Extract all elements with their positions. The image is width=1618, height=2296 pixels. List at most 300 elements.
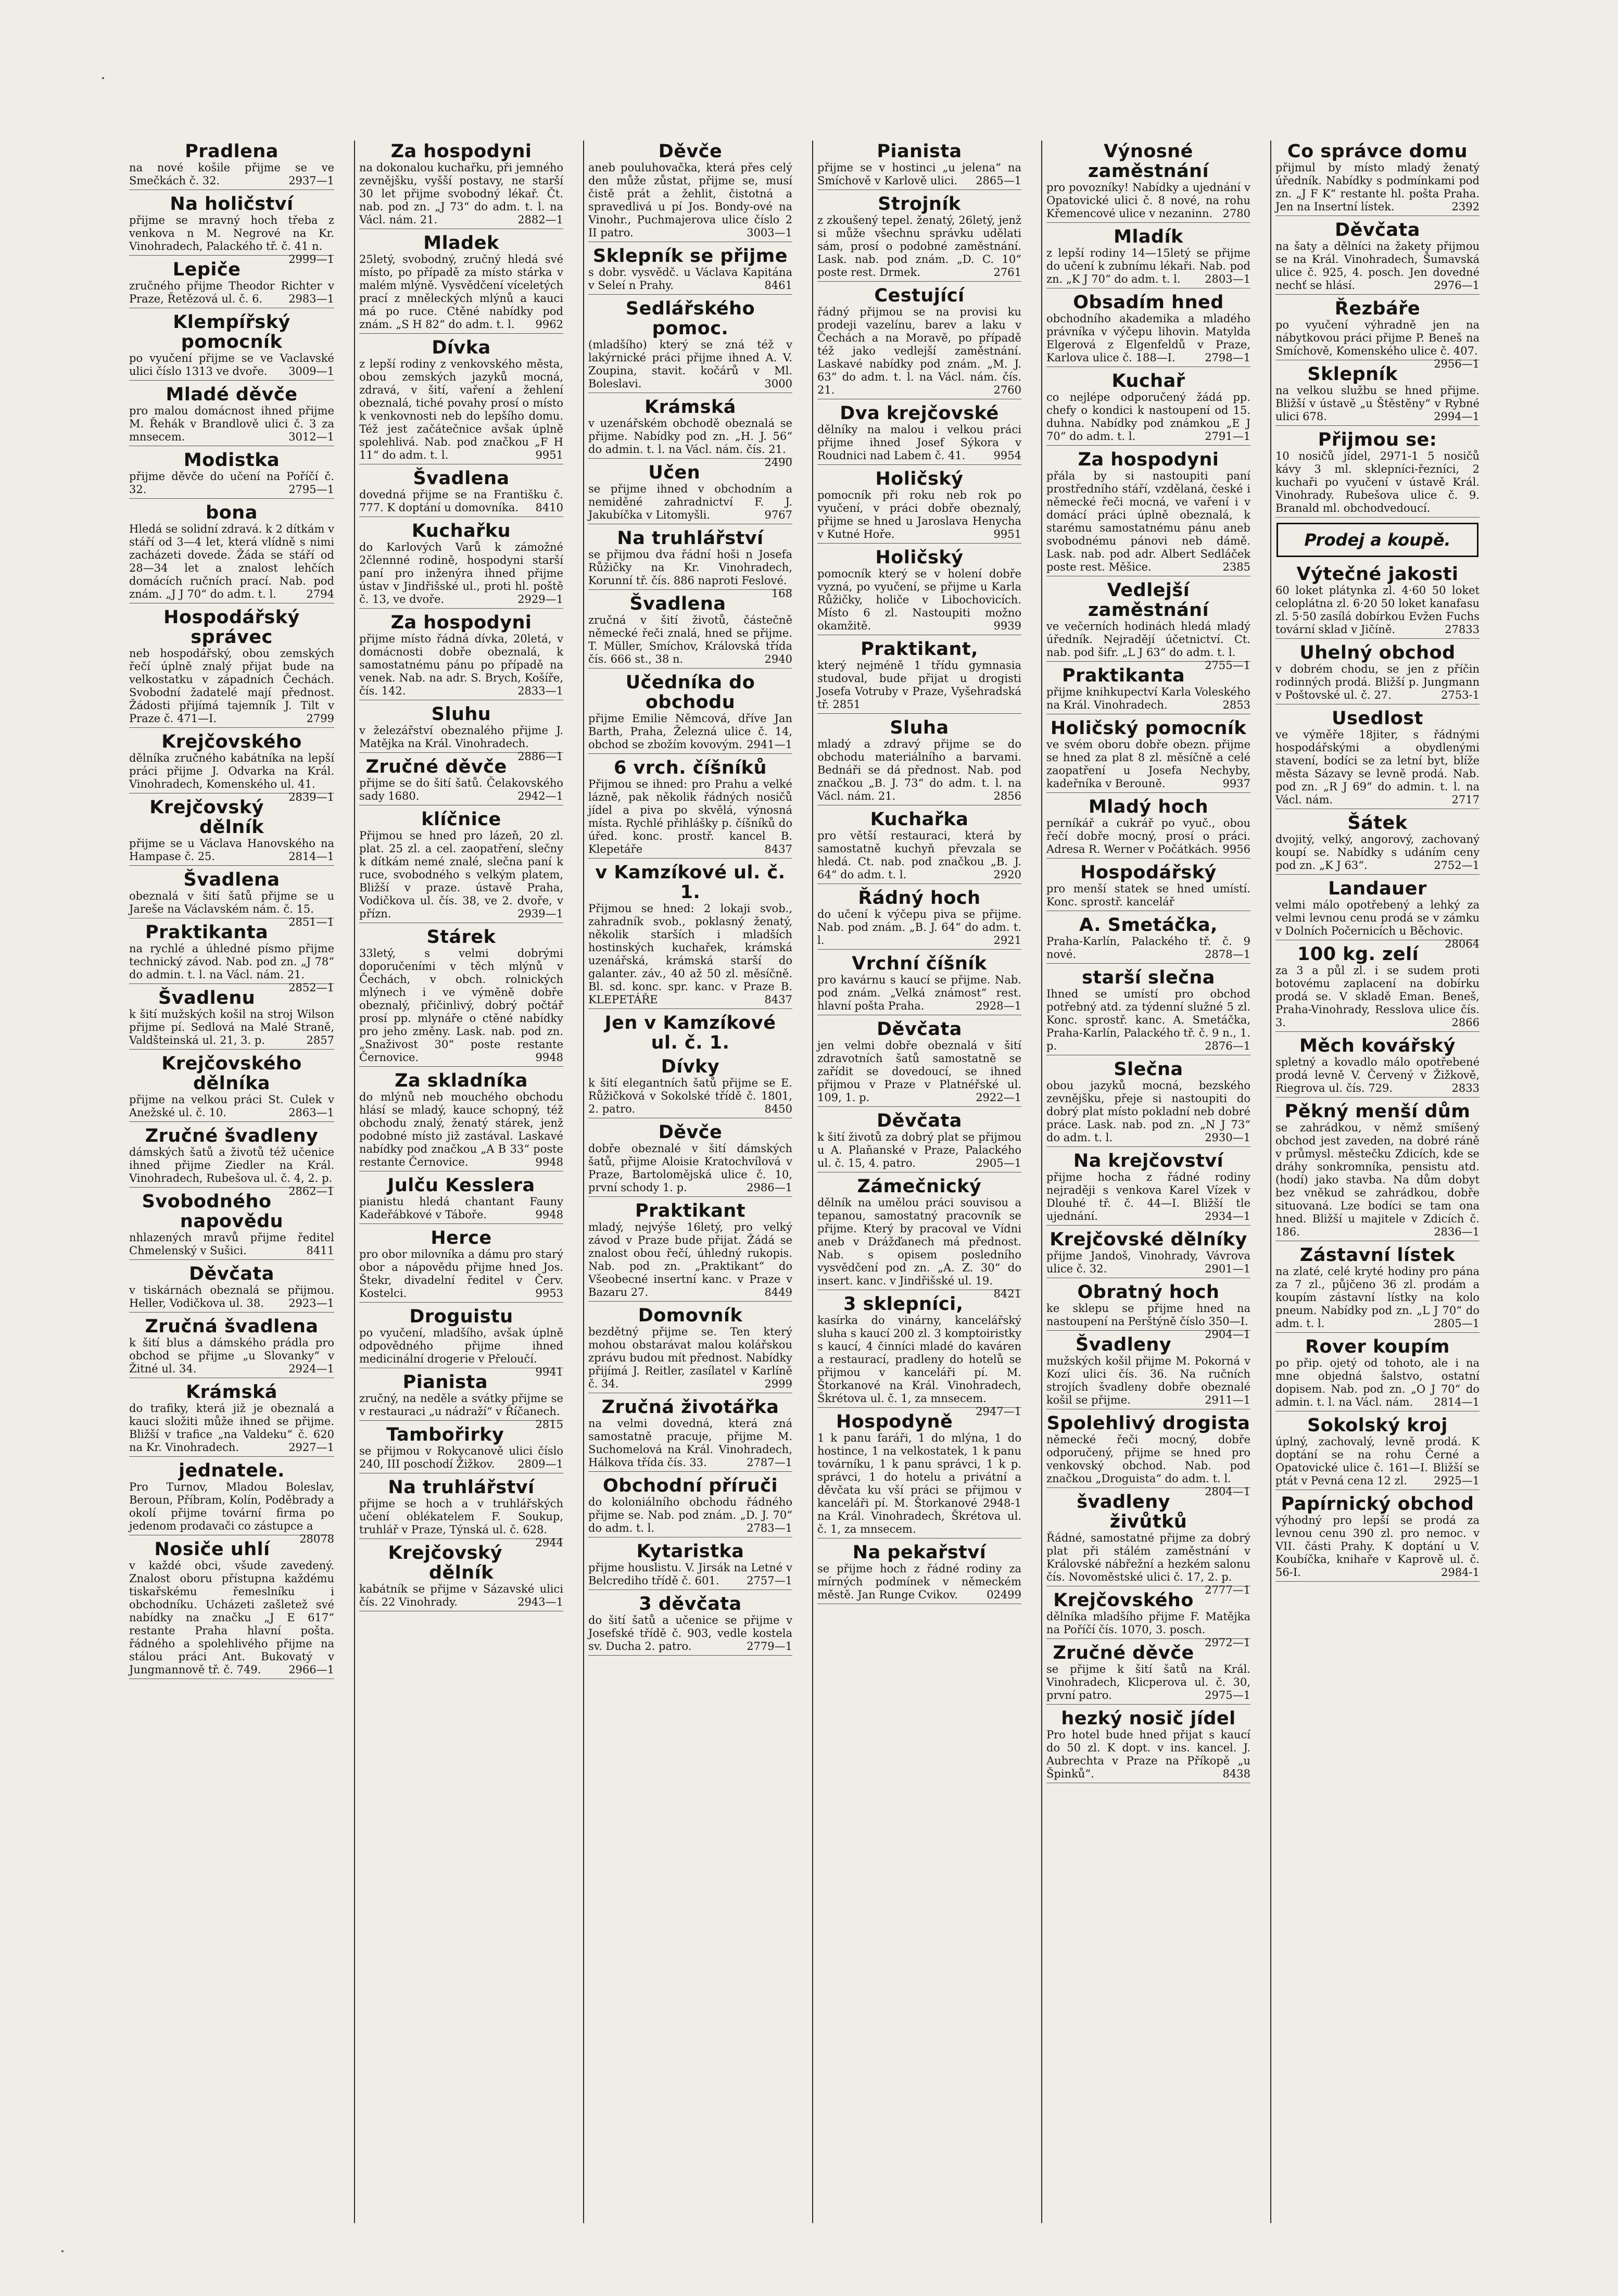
ad-reference-number: 2794 <box>306 588 334 600</box>
ad-body-text: ve výměře 18jiter, s řádnými hospodářskými a obydlenými stavení, bodíci se za letní byt, blíže města Sázavy se levně prodá. Nab. pod zn. „R J 69“ do admin. t. l. na Václ. nám. <box>1275 728 1480 806</box>
classified-ad <box>588 1594 792 1656</box>
ad-body-text: zručný, na neděle a svátky přijme se v restauraci „u nádraží“ v Říčanech. <box>359 1392 563 1418</box>
ad-heading: Švadlena <box>183 869 280 890</box>
classified-ad <box>588 863 792 1009</box>
ad-heading: Na truhlářství <box>617 528 764 549</box>
ad-heading: Kuchařku <box>411 521 511 541</box>
ad-text <box>588 548 792 600</box>
ad-body-text: pro menší statek se hned umístí. Konc. sprostř. kancelář <box>1046 882 1250 908</box>
classified-ad <box>1275 878 1480 950</box>
ad-heading: Učedníka do obchodu <box>625 672 755 713</box>
ad-heading: Švadlenu <box>158 988 256 1008</box>
ad-body-text: v uzenářském obchodě obeznalá se přijme. Nabídky pod zn. „H. J. 56“ do admin. t. l. na Václ. nám. čís. 21. <box>588 417 792 456</box>
ad-heading: Holičský <box>875 469 964 489</box>
classified-ad <box>359 142 563 229</box>
ad-body-text: (mladšího) který se zná též v lakýrnické práci přijme ihned A. V. Zoupina, stavit. kočárů v Ml. Boleslavi. <box>588 338 792 390</box>
classified-ad <box>1275 1494 1480 1582</box>
ad-text <box>817 908 1021 950</box>
ad-heading: 3 děvčata <box>639 1594 742 1614</box>
ad-body-text: se přijme k šití šatů na Král. Vinohradech, Klicperova ul. č. 30, první patro. <box>1046 1663 1250 1701</box>
ad-text <box>129 1231 334 1260</box>
ad-reference-number: 2943—1 <box>517 1596 563 1608</box>
ad-reference-number: 2876—1 <box>1205 1040 1250 1052</box>
ad-text <box>1275 1265 1480 1333</box>
ad-reference-number: 2925—1 <box>1434 1474 1480 1487</box>
ad-body-text: do Karlových Varů k zámožné 2člennné rodině, hospodyni starší paní pro inženýra ihned přijme ústav v Jindřišské ul., proti hl. poště č. 13, ve dvoře. <box>359 541 563 605</box>
ad-text <box>359 541 563 609</box>
ad-reference-number: 28064 <box>1445 938 1480 950</box>
classified-ad <box>1275 298 1480 370</box>
ad-heading: Tambořirky <box>386 1424 504 1445</box>
ad-body-text: dělníky na malou i velkou práci přijme ihned Josef Sýkora v Roudnici nad Labem č. 41. <box>817 423 1021 462</box>
ad-body-text: přijmul by místo mladý ženatý úředník. Nabídky s podmínkami pod zn. „J F K“ restante hl. pošta Praha. Jen na Insertní lístek. <box>1275 161 1480 213</box>
ad-text <box>1275 1514 1480 1582</box>
ad-reference-number: 2927—1 <box>288 1441 334 1454</box>
classified-ad <box>129 1460 334 1545</box>
ad-heading: Holičský pomocník <box>1050 718 1247 739</box>
classified-ad <box>1046 968 1250 1055</box>
ad-body-text: se přijmou dva řádní hoši n Josefa Růžičky na Kr. Vinohradech, Korunní tř. čís. 886 naproti Feslové. <box>588 548 792 587</box>
ad-body-text: k šití elegantních šatů přijme se E. Růžičková v Sokolské třídě č. 1801, 2. patro. <box>588 1077 792 1115</box>
classified-ad <box>359 1372 563 1431</box>
ad-text <box>1046 181 1250 223</box>
ad-body-text: pomocník při roku neb rok po vyučení, v práci dobře obeznalý, přijme se hned u Jaroslava Henycha v Kutné Hoře. <box>817 489 1021 540</box>
ad-text <box>817 1314 1021 1418</box>
classified-ad <box>129 260 334 308</box>
ad-body-text: pianistu hledá chantant Fauny Kadeřábkové v Táboře. <box>359 1195 563 1221</box>
ad-heading: Stárek <box>426 927 496 948</box>
classified-ad <box>359 757 563 805</box>
ad-heading: hezký nosič jídel <box>1061 1708 1236 1729</box>
classified-ad <box>359 521 563 609</box>
ad-text <box>129 752 334 803</box>
ad-reference-number: 2385 <box>1222 561 1250 573</box>
ad-text <box>588 1614 792 1656</box>
ad-text <box>1046 1433 1250 1498</box>
ad-body-text: na šaty a dělníci na žakety přijmou se na Král. Vinohradech, Šumavská ulice č. 925, 4. posch. Jen dovedné nechť se hlásí. <box>1275 240 1480 292</box>
ad-text <box>129 1093 334 1122</box>
ad-heading: Strojník <box>878 194 961 215</box>
ad-body-text: mužských košil přijme M. Pokorná v Kozí ulici čís. 36. Na ručních strojích švadleny dobře obeznalé košil se přijme. <box>1046 1355 1250 1406</box>
ad-reference-number: 2490 <box>764 456 792 469</box>
ad-heading: Na pekařství <box>852 1542 987 1563</box>
ad-body-text: přála by si nastoupiti paní prostředního stáří, vzdělaná, české i německé řeči mocná, ve vaření i v domácí práci úplně obeznalá, k starému samostatnému pánu aneb svobodnému pánovi neb dámě. Lask. nab. pod adr. Albert Sedláček poste rest. Měšice. <box>1046 470 1250 573</box>
ad-text <box>588 1496 792 1537</box>
ad-body-text: s dobr. vysvědč. u Václava Kapitána v Seleí n Prahy. <box>588 266 792 292</box>
ad-heading: Modistka <box>183 450 280 471</box>
ad-text <box>1046 1355 1250 1409</box>
ad-text <box>359 253 563 334</box>
ad-heading: Sluha <box>890 717 949 738</box>
ad-reference-number: 2905—1 <box>976 1157 1021 1169</box>
ad-reference-number: 2814—1 <box>1434 1396 1480 1408</box>
ad-body-text: zručného přijme Theodor Richter v Praze, Řetězová ul. č. 6. <box>129 280 334 305</box>
ad-text <box>588 483 792 524</box>
ad-body-text: po vyučení výhradně jen na nábytkovou práci přijme P. Beneš na Smíchově, Komenského ulice č. 407. <box>1275 319 1480 357</box>
classified-ad <box>1275 1102 1480 1241</box>
classified-ad <box>359 1543 563 1611</box>
ad-heading: Měch kovářský <box>1299 1036 1456 1056</box>
ad-reference-number: 2956—1 <box>1434 358 1480 370</box>
classified-ad <box>588 528 792 600</box>
ad-body-text: z lepší rodiny z venkovského města, obou zemských jazyků mocná, zdravá, v šití, vaření a žehlení obeznalá, tiché povahy prosí o místo k venkovnosti neb do lepšího domu. Též jest začátečnice avšak úplně spolehlivá. Nab. pod značkou „F H 11“ do adm. t. l. <box>359 358 563 461</box>
classified-ad <box>129 385 334 446</box>
classified-ad <box>359 1071 563 1171</box>
ad-body-text: přijme místo řádná dívka, 20letá, v domácnosti dobře obeznalá, k samostatnému pánu po případě na venek. Nab. na adr. S. Brych, Košíře, čís. 142. <box>359 633 563 697</box>
ad-body-text: na dokonalou kuchařku, při jemného zevnějšku, vyšší postavy, ne starší 30 let přijme svobodný lékař. Čt. nab. pod zn. „J 73“ do adm. t. l. na Václ. nám. 21. <box>359 161 563 226</box>
ad-text <box>1046 686 1250 714</box>
ad-body-text: k šití mužských košil na stroj Wilson přijme pí. Sedlová na Malé Straně, Valdšteinská ul. 21, 3. p. <box>129 1008 334 1046</box>
ad-text <box>588 1417 792 1472</box>
ad-text <box>1275 899 1480 950</box>
ad-reference-number: 2941—1 <box>747 738 792 751</box>
classified-ad <box>359 927 563 1067</box>
classified-ad <box>129 988 334 1050</box>
ad-body-text: Hledá se solidní zdravá. k 2 dítkám v stáří od 3—4 let, která vlídně s nimi zacházeti dovede. Žáda se stáří od 28—34 let a znalost lehčích domácích ručních prací. Nab. pod znám. „J J 70“ do adm. t. l. <box>129 523 334 600</box>
ad-text <box>129 405 334 446</box>
ad-heading: Uhelný obchod <box>1299 642 1456 663</box>
ad-text <box>1046 1729 1250 1783</box>
ad-body-text: na nové košile přijme se ve Smečkách č. 32. <box>129 161 334 187</box>
ad-body-text: jen velmi dobře obeznalá v šití zdravotních šatů samostatně se zařídit se dovedoucí, se ihned přijmou v Praze v Platnéřské ul. 109, 1. p. <box>817 1039 1021 1104</box>
ad-reference-number: 2942—1 <box>517 790 563 802</box>
ad-heading: Děvčata <box>189 1264 274 1284</box>
ad-heading: Mladé děvče <box>166 384 298 405</box>
ad-text <box>129 352 334 381</box>
ad-body-text: dělníka zručného kabátníka na lepší práci přijme J. Odvarka na Král. Vinohradech, Komenského ul. 41. <box>129 752 334 790</box>
ad-heading: Jen v Kamzíkové ul. č. 1. <box>604 1013 776 1053</box>
classified-ad <box>1046 718 1250 793</box>
ad-body-text: obchodního akademika a mladého právníka v výčepu lihovin. Matylda Elgerová z Elgenfeldů v Praze, Karlova ulice č. 188—I. <box>1046 312 1250 364</box>
ad-reference-number: 2939—1 <box>517 907 563 920</box>
ad-reference-number: 8449 <box>764 1286 792 1298</box>
ad-text <box>817 974 1021 1015</box>
ad-text <box>1275 833 1480 875</box>
ad-text <box>817 1131 1021 1172</box>
classified-ad <box>129 1264 334 1313</box>
ad-body-text: po přip. ojetý od tohoto, ale i na mne objedná šalstvo, ostatní dopisem. Nab. pod zn. „O J 70“ do admin. t. l. na Václ. nám. <box>1275 1357 1480 1408</box>
ad-heading: Krejčovského <box>1053 1590 1194 1611</box>
classified-ad <box>129 1317 334 1378</box>
ad-text <box>588 712 792 754</box>
ad-body-text: ve večerních hodinách hledá mladý úředník. Nejradějí účetnictví. Ct. nab. pod šifr. „L J 63“ do adm. t. l. <box>1046 620 1250 659</box>
ad-reference-number: 2976—1 <box>1434 279 1480 292</box>
ad-reference-number: 2787—1 <box>747 1456 792 1469</box>
classified-ad <box>1046 1643 1250 1705</box>
classified-ad <box>588 1306 792 1393</box>
ad-reference-number: 2761 <box>993 266 1021 279</box>
ad-heading: 6 vrch. číšníků <box>614 758 767 778</box>
ad-text <box>1046 1532 1250 1596</box>
ad-heading: Švadlena <box>413 468 510 489</box>
ad-body-text: v železářství obeznalého přijme J. Matějka na Král. Vinohradech. <box>359 724 563 750</box>
ad-reference-number: 2783—1 <box>747 1522 792 1534</box>
ad-text <box>1275 663 1480 704</box>
ad-heading: Pianista <box>877 141 962 162</box>
ad-body-text: Přijmou se hned: 2 lokaji svob., zahradník svob., poklasný ženatý, několik starších i mladších hostinských kuchařek, krámská uzenářská, krámská starší do galanter. záv., 40 až 50 zl. měsíčně. Bl. sd. konc. spr. kanc. v Praze B. KLEPETÁŘE <box>588 902 792 1006</box>
ad-text <box>129 523 334 603</box>
ad-text <box>1275 584 1480 639</box>
ad-reference-number: 2999 <box>764 1378 792 1390</box>
ad-text <box>129 280 334 308</box>
classified-ad <box>1046 1492 1250 1596</box>
ad-text <box>817 161 1021 190</box>
classified-ad <box>1046 1413 1250 1498</box>
ad-reference-number: 2814—1 <box>288 850 334 863</box>
ad-body-text: 1 k panu faráři, 1 do mlýna, 1 do hostince, 1 na velkostatek, 1 k panu továrníku, 1 k panu správci, 1 k p. správci, 1 do hotelu a privátní a děvčata ku vší práci se přijmou v kanceláři pí. M. Štorkanové 2948-1 na Král. Vinohradech, Škrétova ul. č. 1, za mnsecem. <box>817 1432 1021 1535</box>
ad-body-text: mladý a zdravý přijme se do obchodu materiálního a barvami. Bednáři se dá přednost. Nab. pod značkou „B. J. 73“ do adm. t. l. na Václ. nám. 21. <box>817 738 1021 802</box>
ad-reference-number: 2986—1 <box>747 1181 792 1194</box>
ad-heading: Kuchař <box>1111 371 1185 392</box>
classified-ad <box>1046 580 1250 672</box>
ad-text <box>359 1327 563 1378</box>
ad-heading: Mladek <box>423 233 499 254</box>
ad-body-text: se přijme hoch z řádné rodiny za mírných podmínek v německém městě. Jan Runge Cvikov. <box>817 1562 1021 1601</box>
classified-ad <box>1275 564 1480 639</box>
ad-body-text: přijme se mravný hoch třeba z venkova n M. Negrové na Kr. Vinohradech, Palackého tř. č. 41 n. <box>129 214 334 253</box>
ad-text <box>817 423 1021 465</box>
classified-ad <box>588 246 792 295</box>
ad-reference-number: 9941 <box>535 1366 563 1378</box>
ad-reference-number: 2833—1 <box>517 685 563 697</box>
classified-ad <box>1275 944 1480 1032</box>
ad-heading: A. Smetáčka, <box>1079 915 1218 936</box>
ad-heading: Švadleny <box>1076 1334 1172 1355</box>
ad-heading: Mladý hoch <box>1088 797 1209 817</box>
ad-reference-number: 2930—1 <box>1205 1131 1250 1144</box>
ad-body-text: za 3 a půl zl. i se sudem proti botovému zaplacení na dobírku prodá se. V skladě Eman. Beneš, Praha-Vinohrady, Resslova ulice čís. 3. <box>1275 964 1480 1029</box>
ad-heading: Zručné děvče <box>365 756 507 777</box>
ad-heading: Řezbáře <box>1334 298 1421 319</box>
ad-body-text: bezdětný přijme se. Ten který mohou obstarávat malou kolářskou zprávu budou mít přednost. Nabídky přijímá J. Reitler, zasílatel v Karlíně č. 34. <box>588 1326 792 1390</box>
ad-text <box>129 890 334 928</box>
ad-body-text: pro povozníky! Nabídky a ujednání v Opatovické ulici č. 8 nové, na rohu Křemencové ulice v nezaninn. <box>1046 181 1250 220</box>
ad-text <box>129 1146 334 1197</box>
ad-heading: Herce <box>431 1228 492 1248</box>
ad-body-text: v každé obci, všude zavedený. Znalost oboru přístupna každému tiskařskému řemeslníku i obchodníku. Ucházeti zašletež své nabídky na značku „J E 617“ restante Praha hlavní pošta. řádného a spolehlivého přijme na stálou práci Ant. Bukovatý v Jungmannově tř. č. 749. <box>129 1559 334 1676</box>
ad-body-text: přijme se do šití šatů. Čelakovského sady 1680. <box>359 777 563 802</box>
classified-ad <box>1275 643 1480 704</box>
ad-reference-number: 8437 <box>764 993 792 1006</box>
ad-reference-number: 2857 <box>306 1034 334 1046</box>
ad-reference-number: 2851—1 <box>288 916 334 928</box>
classified-ad <box>1046 915 1250 964</box>
ad-body-text: do šití šatů a učenice se přijme v Josefské třídě č. 903, vedle kostela sv. Ducha 2. patro. <box>588 1614 792 1652</box>
ad-heading: Klempířský pomocník <box>173 312 290 352</box>
ad-text <box>129 1008 334 1050</box>
ad-column-2 <box>354 141 567 2223</box>
ad-heading: Praktikanta <box>145 922 269 943</box>
ad-body-text: pro malou domácnost ihned přijme M. Řehák v Brandlově ulici č. 3 za mnsecem. <box>129 405 334 443</box>
classified-ad <box>359 810 563 923</box>
ad-heading: Děvče <box>658 1122 723 1143</box>
ad-reference-number: 9956 <box>1222 843 1250 855</box>
classified-ad <box>1046 1230 1250 1278</box>
classified-ad <box>359 338 563 464</box>
classified-ad <box>817 1019 1021 1107</box>
ad-text <box>359 1091 563 1171</box>
ad-heading: Krejčovský dělník <box>388 1543 503 1583</box>
ad-heading: Nosiče uhlí <box>154 1539 270 1560</box>
classified-ad <box>129 1054 334 1122</box>
ad-reference-number: 9962 <box>535 318 563 331</box>
classified-ad <box>817 194 1021 282</box>
ad-body-text: aneb pouluhovačka, která přes celý den může zůstat, přijme se, musí čistě prát a žehlit, čistotná a spravedlivá u pí Jos. Bondy-ové na Vinohr., Puchmajerova ulice číslo 2 II patro. <box>588 161 792 239</box>
ad-body-text: nhlazených mravů přijme ředitel Chmelenský v Sušici. <box>129 1231 334 1257</box>
classified-ad <box>1275 709 1480 809</box>
ad-text <box>359 1583 563 1611</box>
classified-ad <box>588 673 792 754</box>
ad-reference-number: 2798—1 <box>1205 351 1250 364</box>
classified-ad <box>588 299 792 393</box>
section-heading-sale-and-purchase: Prodej a koupě. <box>1276 523 1478 557</box>
ad-heading: Sklepník <box>1307 364 1398 385</box>
ad-text <box>1275 1121 1480 1241</box>
ad-text <box>359 161 563 229</box>
ad-heading: Učen <box>648 462 701 483</box>
ad-heading: Děvčata <box>1335 220 1420 241</box>
classified-ad <box>817 286 1021 399</box>
ad-text <box>1046 470 1250 576</box>
ad-body-text: přijme Jandoš, Vinohrady, Vávrova ulice č. 32. <box>1046 1250 1250 1275</box>
ad-body-text: řádný přijmou se na provisi ku prodeji vazelínu, barev a laku v Čechách a na Moravě, po případě též jako vedlejší zaměstnání. Laskavé nabídky pod znám. „M. J. 63“ do adm. t. l. na Václ. nám. čís. 21. <box>817 306 1021 396</box>
ad-body-text: přijme Emilie Němcová, dříve Jan Barth, Praha, Železná ulice č. 14, obchod se zbožím kovovým. <box>588 712 792 751</box>
classified-ad <box>588 1122 792 1197</box>
ad-heading: Hospodářský správec <box>163 607 300 648</box>
ad-heading: Krámská <box>644 397 736 418</box>
ad-reference-number: 2392 <box>1451 200 1480 213</box>
ad-body-text: přijme na velkou práci St. Culek v Anežské ul. č. 10. <box>129 1093 334 1119</box>
ad-heading: Julču Kesslera <box>387 1175 535 1196</box>
classified-ad <box>817 548 1021 635</box>
classified-ad <box>129 503 334 603</box>
ad-body-text: v dobrém chodu, se jen z příčin rodinných prodá. Bližší p. Jungmann v Poštovské ul. č. 27. <box>1275 663 1480 701</box>
classified-ad <box>588 1397 792 1472</box>
ad-body-text: se přijme ihned v obchodním a nemiděné zahradnictví F. J. Jakubíčka v Litomyšli. <box>588 483 792 521</box>
ad-body-text: Přijmou se hned pro lázeň, 20 zl. plat. 25 zl. a cel. zaopatření, slečny k dítkám nemé znalé, slečna paní k ruce, svobodného s velkým platem, Bližší v praze. ústavě Praha, Vodičkova ul. čís. 38, ve 2. dvoře, v přízn. <box>359 829 563 920</box>
ad-heading: Praktikanta <box>1061 665 1185 686</box>
classified-ad <box>817 810 1021 884</box>
ad-reference-number: 9939 <box>993 620 1021 632</box>
ad-reference-number: 2929—1 <box>517 593 563 605</box>
ad-body-text: pro obor milovníka a dámu pro starý obor a nápovědu přijme hned Jos. Štekr, divadelní ředitel v Červ. Kostelci. <box>359 1248 563 1300</box>
classified-ad <box>359 1176 563 1224</box>
classified-ad <box>1046 1335 1250 1409</box>
ad-reference-number: 9948 <box>535 1051 563 1064</box>
classified-ad <box>1046 863 1250 911</box>
ad-body-text: 60 loket plátynka zl. 4·60 50 loket celoplátna zl. 6·20 50 loket kanafasu zl. 5·50 zasílá dobírkou Evžen Fuchs tovární sklad v Jičíně. <box>1275 584 1480 636</box>
classified-ad <box>1046 797 1250 859</box>
ad-text <box>1046 935 1250 964</box>
ad-reference-number: 2921 <box>993 934 1021 947</box>
classified-ad <box>129 731 334 803</box>
classified-ad <box>588 397 792 469</box>
ad-body-text: se zahrádkou, v němž smíšený obchod jest zaveden, na dobré ráně v průmysl. městečku Zdicích, kde se dráhy sonkromníka, pensistu atd. (hodí) jako stavba. Na dům dobyt bez vněkud se zahrádkou, dobře situovaná. Lze bodíci se tam ona hned. Bližší u majitele v Zdicích č. 186. <box>1275 1121 1480 1238</box>
ad-text <box>588 417 792 469</box>
ad-reference-number: 9948 <box>535 1156 563 1168</box>
ad-text <box>1046 1079 1250 1147</box>
ad-reference-number: 2805—1 <box>1434 1317 1480 1330</box>
ad-text <box>1046 247 1250 288</box>
ad-reference-number: 2944 <box>535 1536 563 1549</box>
ad-heading: Za skladníka <box>395 1070 528 1091</box>
ad-text <box>588 1077 792 1118</box>
ad-reference-number: 2803—1 <box>1205 273 1250 285</box>
ad-reference-number: 2866 <box>1451 1016 1480 1029</box>
ad-body-text: k šití životů za dobrý plat se přijmou u A. Plaňanské v Praze, Palackého ul. č. 15, 4. patro. <box>817 1131 1021 1169</box>
ad-heading: Za hospodyni <box>1078 449 1219 470</box>
ad-heading: Sluhu <box>431 704 491 725</box>
ad-heading: Pěkný menší dům <box>1284 1101 1471 1122</box>
ad-heading: Papírnický obchod <box>1281 1494 1474 1515</box>
ad-text <box>359 947 563 1067</box>
ad-reference-number: 2804—1 <box>1205 1485 1250 1498</box>
ad-heading: Holičský <box>875 547 964 568</box>
ad-reference-number: 2983—1 <box>288 293 334 305</box>
ad-text <box>588 1221 792 1302</box>
ad-reference-number: 8461 <box>764 279 792 292</box>
ad-body-text: ke sklepu se přijme hned na nastoupení na Perštýně číslo 350—I. <box>1046 1302 1250 1328</box>
ad-text <box>129 161 334 190</box>
ad-reference-number: 2863—1 <box>288 1106 334 1119</box>
ad-reference-number: 2882—1 <box>517 213 563 226</box>
ad-body-text: do trafiky, která již je obeznalá a kauci složiti může ihned se přijme. Bližší v trafice „na Valdeku“ č. 620 na Kr. Vinohradech. <box>129 1402 334 1454</box>
ad-reference-number: 2799 <box>306 712 334 725</box>
classified-ad <box>1275 1036 1480 1097</box>
classified-ad <box>359 613 563 700</box>
ad-text <box>359 1497 563 1549</box>
ad-heading: Obchodní příruči <box>603 1475 778 1496</box>
ad-text <box>129 1559 334 1679</box>
ad-text <box>359 633 563 700</box>
classified-ad <box>129 312 334 381</box>
classified-ad <box>588 142 792 242</box>
ad-heading: 3 sklepníci, <box>843 1294 964 1315</box>
ad-text <box>359 1195 563 1224</box>
ad-reference-number: 2924—1 <box>288 1363 334 1375</box>
ad-reference-number: 2975—1 <box>1205 1689 1250 1701</box>
ad-heading: Za hospodyni <box>390 141 532 162</box>
classified-ad <box>129 798 334 866</box>
ad-reference-number: 2911—1 <box>1205 1394 1250 1406</box>
ad-heading: Švadlena <box>629 594 726 614</box>
ad-text <box>1046 817 1250 859</box>
ad-reference-number: 168 <box>771 587 792 600</box>
ad-heading: Obsadím hned <box>1073 292 1224 313</box>
ad-body-text: na velmi dovedná, která zná samostatně pracuje, přijme M. Suchomelová na Král. Vinohradech, Hálkova třída čís. 33. <box>588 1417 792 1469</box>
ad-body-text: na zlaté, celé kryté hodiny pro pána za 7 zl., půjčeno 36 zl. prodám a koupím zástavní lístky na kolo pneum. Nabídky pod zn. „L J 70“ do adm. t. l. <box>1275 1265 1480 1330</box>
ad-reference-number: 8410 <box>535 501 563 514</box>
ad-reference-number: 8450 <box>764 1103 792 1115</box>
ad-reference-number: 9937 <box>1222 777 1250 790</box>
classified-ad <box>1275 142 1480 216</box>
classified-ad <box>817 469 1021 544</box>
ad-heading: Praktikant <box>635 1201 746 1221</box>
ad-text <box>817 1196 1021 1300</box>
ad-body-text: neb hospodářský, obou zemských řečí úplně znalý přijat bude na velkostatku v západních Čechách. Svobodní žadatelé mají přednost. Žádosti přijímá tajemník J. Tilt v Praze č. 471—I. <box>129 647 334 725</box>
ad-text <box>129 1336 334 1378</box>
ad-text <box>817 829 1021 884</box>
ad-heading: Praktikant, <box>861 639 978 660</box>
classified-ad <box>1046 1151 1250 1226</box>
ad-body-text: na rychlé a úhledné písmo přijme technický závod. Nab. pod zn. „J 78“ do admin. t. l. na Václ. nám. 21. <box>129 942 334 981</box>
ad-body-text: se přijmou v Rokycanově ulici číslo 240, III poschodí Žižkov. <box>359 1445 563 1470</box>
ad-body-text: do koloniálního obchodu řádného přijme se. Nab. pod znám. „D. J. 70“ do adm. t. l. <box>588 1496 792 1534</box>
ad-reference-number: 2760 <box>993 384 1021 396</box>
ad-heading: Pradlena <box>185 141 279 162</box>
ad-heading: Droguistu <box>409 1306 513 1327</box>
ad-heading: Děvče <box>658 141 723 162</box>
